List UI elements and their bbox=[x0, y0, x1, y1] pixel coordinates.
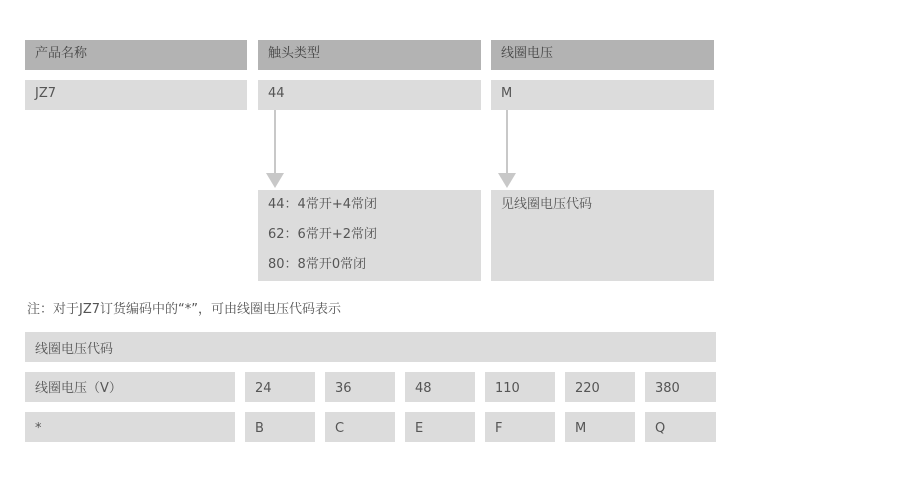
code-cell: E bbox=[405, 412, 475, 442]
voltage-cell: 380 bbox=[645, 372, 716, 402]
order-code-note: 注：对于JZ7订货编码中的“*”，可由线圈电压代码表示 bbox=[27, 302, 341, 317]
header-coil-voltage: 线圈电压 bbox=[491, 40, 714, 70]
contact-option: 62：6常开+2常闭 bbox=[268, 227, 377, 242]
contact-option: 44：4常开+4常闭 bbox=[268, 197, 377, 212]
code-cell: F bbox=[485, 412, 555, 442]
code-cell: M bbox=[565, 412, 635, 442]
header-product-name: 产品名称 bbox=[25, 40, 247, 70]
code-cell: C bbox=[325, 412, 395, 442]
voltage-cell: 24 bbox=[245, 372, 315, 402]
value-coil-voltage: M bbox=[491, 80, 714, 110]
code-cell: B bbox=[245, 412, 315, 442]
row-label-voltage: 线圈电压（V） bbox=[25, 372, 235, 402]
code-table-title: 线圈电压代码 bbox=[25, 332, 716, 362]
value-product-name: JZ7 bbox=[25, 80, 247, 110]
row-label-code: * bbox=[25, 412, 235, 442]
header-contact-type: 触头类型 bbox=[258, 40, 481, 70]
contact-option: 80：8常开0常闭 bbox=[268, 257, 367, 272]
contact-options-box bbox=[258, 190, 481, 281]
voltage-cell: 110 bbox=[485, 372, 555, 402]
voltage-ref-text: 见线圈电压代码 bbox=[501, 197, 593, 212]
code-cell: Q bbox=[645, 412, 716, 442]
voltage-cell: 48 bbox=[405, 372, 475, 402]
value-contact-type: 44 bbox=[258, 80, 481, 110]
voltage-ref-box bbox=[491, 190, 714, 281]
voltage-cell: 220 bbox=[565, 372, 635, 402]
voltage-cell: 36 bbox=[325, 372, 395, 402]
